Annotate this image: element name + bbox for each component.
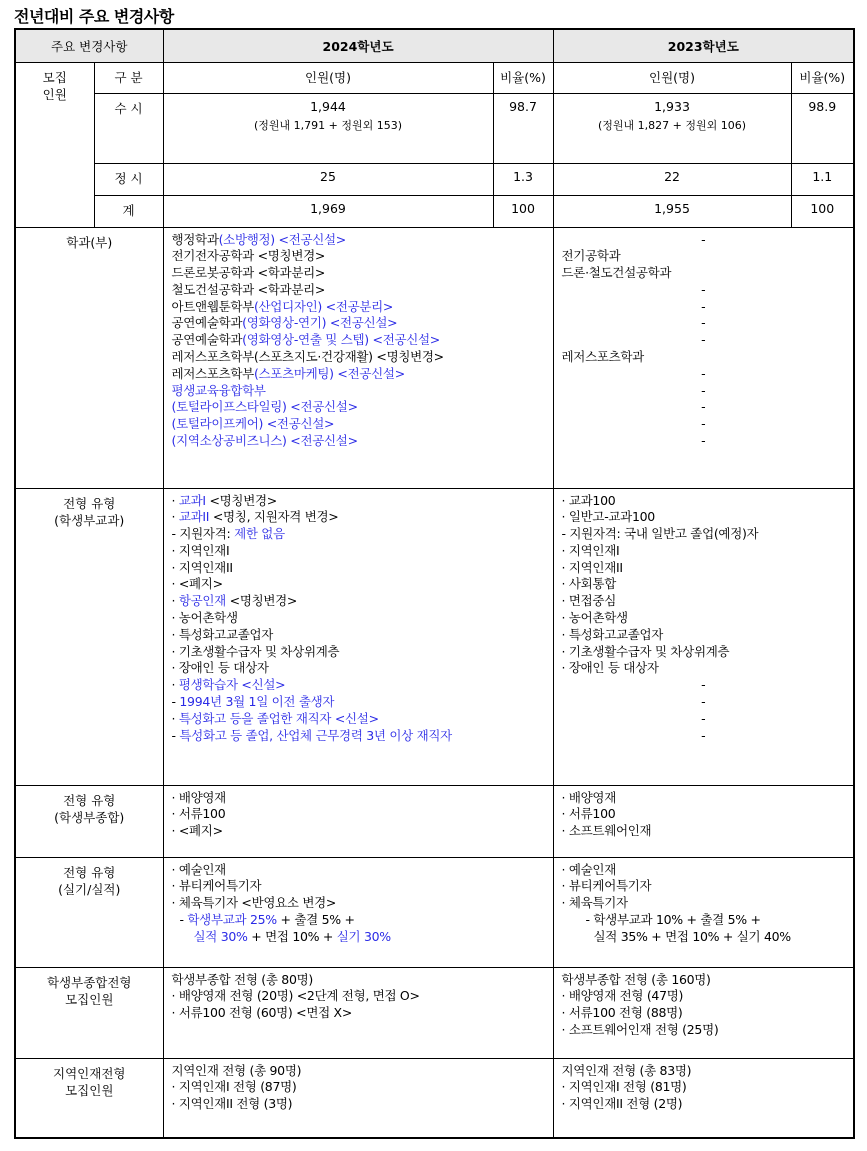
text: - bbox=[701, 332, 706, 348]
count-2023 bbox=[553, 93, 791, 163]
highlighted-text: 특성화고 등 졸업, 산업체 근무경력 3년 이상 재직자 bbox=[179, 727, 452, 743]
text: · <폐지> bbox=[171, 823, 223, 839]
line-list bbox=[164, 968, 553, 1026]
list-item bbox=[172, 862, 545, 879]
text: 레저스포츠학부 bbox=[171, 365, 254, 381]
text: - bbox=[701, 727, 706, 743]
text: - bbox=[701, 382, 706, 398]
count-detail: (정원내 1,827 + 정원외 106) bbox=[598, 118, 747, 132]
text: · 뷰티케어특기자 bbox=[561, 878, 652, 894]
list-item bbox=[562, 1079, 846, 1096]
list-item bbox=[562, 728, 846, 745]
list-item bbox=[562, 895, 846, 912]
text: 레저스포츠학부(스포츠지도·건강재활) <명칭변경> bbox=[171, 349, 444, 365]
list-item bbox=[172, 232, 545, 249]
cell-2024 bbox=[163, 1058, 553, 1138]
text: · 교과100 bbox=[561, 492, 616, 508]
list-item bbox=[562, 416, 846, 433]
list-item bbox=[562, 660, 846, 677]
text: - bbox=[701, 399, 706, 415]
line-list bbox=[554, 968, 854, 1043]
line-list bbox=[554, 1059, 854, 1117]
text: · 장애인 등 대상자 bbox=[561, 660, 659, 676]
list-item bbox=[172, 912, 545, 929]
header-2024: 2024학년도 bbox=[163, 29, 553, 62]
cell-2023 bbox=[553, 227, 854, 488]
text: 행정학과 bbox=[171, 231, 219, 247]
text: - bbox=[701, 281, 706, 297]
text: · 일반고-교과100 bbox=[561, 509, 655, 525]
section-row-jonghap-quota bbox=[15, 967, 854, 1058]
ratio-2023: 98.9 bbox=[791, 93, 854, 163]
list-item bbox=[562, 576, 846, 593]
header-2023: 2023학년도 bbox=[553, 29, 854, 62]
text: · bbox=[171, 593, 179, 609]
text: + 면접 10% + bbox=[247, 928, 337, 944]
text: · 농어촌학생 bbox=[561, 610, 628, 626]
text: 지역인재 전형 (총 83명) bbox=[561, 1062, 692, 1078]
highlighted-text: 1994년 3월 1일 이전 출생자 bbox=[179, 694, 335, 710]
highlighted-text: 실기 30% bbox=[336, 928, 391, 944]
cell-2023 bbox=[553, 857, 854, 967]
highlighted-text: 항공인재 bbox=[178, 593, 226, 609]
text: · 지역인재I 전형 (81명) bbox=[561, 1079, 687, 1095]
col-type: 구 분 bbox=[94, 62, 163, 93]
list-item bbox=[172, 349, 545, 366]
highlighted-text: 제한 없음 bbox=[234, 526, 285, 542]
list-item bbox=[172, 593, 545, 610]
text: · 배양영재 bbox=[171, 789, 226, 805]
text: · 지역인재II bbox=[561, 559, 623, 575]
list-item bbox=[562, 366, 846, 383]
text: · 장애인 등 대상자 bbox=[171, 660, 269, 676]
text: · 사회통합 bbox=[561, 576, 616, 592]
text: - 지원자격: 국내 일반고 졸업(예정)자 bbox=[561, 526, 759, 542]
list-item bbox=[562, 282, 846, 299]
list-item bbox=[172, 644, 545, 661]
recruit-row-susi bbox=[15, 93, 854, 163]
highlighted-text: 학생부교과 25% bbox=[187, 911, 277, 927]
line-list bbox=[164, 1059, 553, 1117]
text: 공연예술학과 bbox=[171, 332, 243, 348]
list-item bbox=[562, 988, 846, 1005]
list-item bbox=[172, 299, 545, 316]
text: 전기공학과 bbox=[561, 248, 621, 264]
count-2023: 22 bbox=[553, 163, 791, 195]
line-list bbox=[164, 228, 553, 454]
list-item bbox=[172, 526, 545, 543]
list-item bbox=[562, 610, 846, 627]
text: 학생부종합 전형 (총 80명) bbox=[171, 971, 313, 987]
list-item bbox=[172, 509, 545, 526]
list-item bbox=[172, 399, 545, 416]
list-item bbox=[562, 790, 846, 807]
line-list bbox=[164, 786, 553, 844]
list-item bbox=[172, 248, 545, 265]
text: <명칭, 지원자격 변경> bbox=[209, 509, 339, 525]
line-list bbox=[554, 228, 854, 454]
text: - bbox=[701, 365, 706, 381]
section-row-type-jonghap bbox=[15, 785, 854, 857]
list-item bbox=[562, 399, 846, 416]
text: 공연예술학과 bbox=[171, 315, 243, 331]
section-label: 전형 유형 (실기/실적) bbox=[15, 857, 163, 967]
text: - bbox=[701, 677, 706, 693]
text: 레저스포츠학과 bbox=[561, 349, 644, 365]
list-item bbox=[562, 543, 846, 560]
ratio-2023: 100 bbox=[791, 195, 854, 227]
ratio-2024: 1.3 bbox=[493, 163, 553, 195]
list-item bbox=[172, 315, 545, 332]
list-item bbox=[172, 972, 545, 989]
list-item bbox=[172, 806, 545, 823]
list-item bbox=[562, 677, 846, 694]
text: · 체육특기자 bbox=[561, 895, 628, 911]
text: · 서류100 bbox=[171, 806, 226, 822]
ratio-2024: 98.7 bbox=[493, 93, 553, 163]
section-label: 학과(부) bbox=[15, 227, 163, 488]
text: · 배양영재 bbox=[561, 789, 616, 805]
header-item: 주요 변경사항 bbox=[15, 29, 163, 62]
text: 지역인재 전형 (총 90명) bbox=[171, 1062, 302, 1078]
col-ratio-2023: 비율(%) bbox=[791, 62, 854, 93]
cell-2023 bbox=[553, 785, 854, 857]
list-item bbox=[562, 627, 846, 644]
highlighted-text: (지역소상공비즈니스) <전공신설> bbox=[171, 433, 358, 449]
list-item bbox=[562, 878, 846, 895]
list-item bbox=[172, 694, 545, 711]
text: · 배양영재 전형 (47명) bbox=[561, 988, 684, 1004]
list-item bbox=[562, 1096, 846, 1113]
cell-2024 bbox=[163, 488, 553, 785]
text: 실적 35% + 면접 10% + 실기 40% bbox=[593, 928, 791, 944]
list-item bbox=[172, 627, 545, 644]
list-item bbox=[172, 677, 545, 694]
list-item bbox=[172, 282, 545, 299]
text: · 기초생활수급자 및 차상위계층 bbox=[561, 643, 730, 659]
list-item bbox=[562, 232, 846, 249]
count-detail: (정원내 1,791 + 정원외 153) bbox=[253, 118, 403, 132]
text: 드론·철도건설공학과 bbox=[561, 265, 672, 281]
list-item bbox=[172, 1005, 545, 1022]
list-item bbox=[562, 248, 846, 265]
text: · 소프트웨어인재 전형 (25명) bbox=[561, 1021, 719, 1037]
list-item bbox=[172, 560, 545, 577]
section-row-type-gyogwa bbox=[15, 488, 854, 785]
col-count-2023: 인원(명) bbox=[553, 62, 791, 93]
line-list bbox=[164, 489, 553, 749]
highlighted-text: (스포츠마케팅) <전공신설> bbox=[253, 365, 405, 381]
list-item bbox=[562, 823, 846, 840]
list-item bbox=[562, 509, 846, 526]
highlighted-text: 평생교육융합학부 bbox=[171, 382, 266, 398]
text: · 특성화고교졸업자 bbox=[561, 626, 664, 642]
list-item bbox=[172, 790, 545, 807]
text: - bbox=[701, 315, 706, 331]
list-item bbox=[562, 265, 846, 282]
text: · bbox=[171, 677, 179, 693]
text: · 예술인재 bbox=[561, 861, 616, 877]
list-item bbox=[172, 728, 545, 745]
recruit-label: 모집 인원 bbox=[15, 62, 94, 227]
text: - 지원자격: bbox=[171, 526, 235, 542]
list-item bbox=[172, 383, 545, 400]
text: · 서류100 bbox=[561, 806, 616, 822]
list-item bbox=[562, 299, 846, 316]
highlighted-text: (토털라이프케어) <전공신설> bbox=[171, 416, 335, 432]
list-item bbox=[172, 1063, 545, 1080]
text: · 지역인재I 전형 (87명) bbox=[171, 1079, 297, 1095]
text: · 지역인재II 전형 (3명) bbox=[171, 1096, 293, 1112]
list-item bbox=[562, 560, 846, 577]
count-2023: 1,955 bbox=[553, 195, 791, 227]
list-item bbox=[172, 895, 545, 912]
text: · 지역인재I bbox=[171, 542, 230, 558]
text: - bbox=[701, 416, 706, 432]
list-item bbox=[172, 332, 545, 349]
list-item bbox=[562, 1063, 846, 1080]
text: - bbox=[701, 433, 706, 449]
section-label: 학생부종합전형 모집인원 bbox=[15, 967, 163, 1058]
text: · 농어촌학생 bbox=[171, 610, 238, 626]
text: · 특성화고교졸업자 bbox=[171, 626, 274, 642]
text: · 소프트웨어인재 bbox=[561, 823, 652, 839]
row-type: 정 시 bbox=[94, 163, 163, 195]
list-item bbox=[562, 349, 846, 366]
text: <명칭변경> bbox=[205, 492, 277, 508]
list-item bbox=[172, 1079, 545, 1096]
text: · 배양영재 전형 (20명) <2단계 전형, 면접 O> bbox=[171, 988, 420, 1004]
text: · 체육특기자 <반영요소 변경> bbox=[171, 895, 337, 911]
list-item bbox=[562, 644, 846, 661]
text: · 지역인재II bbox=[171, 559, 233, 575]
text: + 출결 5% + bbox=[276, 911, 355, 927]
text: · 면접중심 bbox=[561, 593, 616, 609]
list-item bbox=[562, 912, 846, 929]
highlighted-text: (영화영상-연출 및 스텝) <전공신설> bbox=[242, 332, 440, 348]
section-label: 전형 유형 (학생부종합) bbox=[15, 785, 163, 857]
list-item bbox=[562, 972, 846, 989]
section-row-type-silgi bbox=[15, 857, 854, 967]
highlighted-text: 교과I bbox=[178, 492, 206, 508]
cell-2023 bbox=[553, 488, 854, 785]
list-item bbox=[172, 1096, 545, 1113]
header-row bbox=[15, 29, 854, 62]
text: 학생부종합 전형 (총 160명) bbox=[561, 971, 711, 987]
list-item bbox=[562, 694, 846, 711]
text: · <폐지> bbox=[171, 576, 223, 592]
text: - bbox=[179, 911, 188, 927]
list-item bbox=[172, 988, 545, 1005]
section-label: 전형 유형 (학생부교과) bbox=[15, 488, 163, 785]
document-title: 전년대비 주요 변경사항 bbox=[14, 7, 174, 26]
list-item bbox=[562, 315, 846, 332]
text: · 지역인재II 전형 (2명) bbox=[561, 1096, 683, 1112]
text: 철도건설공학과 <학과분리> bbox=[171, 281, 326, 297]
list-item bbox=[562, 862, 846, 879]
text: 아트앤웹툰학부 bbox=[171, 298, 254, 314]
list-item bbox=[172, 878, 545, 895]
count-2024: 25 bbox=[163, 163, 493, 195]
text: - bbox=[171, 727, 180, 743]
text: · bbox=[171, 492, 179, 508]
count-2024 bbox=[163, 93, 493, 163]
ratio-2024: 100 bbox=[493, 195, 553, 227]
recruit-row-jeongsi bbox=[15, 163, 854, 195]
list-item bbox=[562, 806, 846, 823]
section-row-regional-quota bbox=[15, 1058, 854, 1138]
text: <명칭변경> bbox=[225, 593, 298, 609]
list-item bbox=[562, 526, 846, 543]
changes-table bbox=[14, 28, 855, 1139]
cell-2024 bbox=[163, 227, 553, 488]
text: · bbox=[171, 509, 179, 525]
text: - bbox=[701, 710, 706, 726]
text: · 예술인재 bbox=[171, 861, 226, 877]
count-2024: 1,969 bbox=[163, 195, 493, 227]
line-list bbox=[554, 489, 854, 749]
text: · 기초생활수급자 및 차상위계층 bbox=[171, 643, 340, 659]
count-value: 1,944 bbox=[310, 98, 346, 114]
count-value: 1,933 bbox=[654, 98, 690, 114]
line-list bbox=[554, 858, 854, 950]
text: · 지역인재I bbox=[561, 542, 620, 558]
text: · 뷰티케어특기자 bbox=[171, 878, 262, 894]
text: - 학생부교과 10% + 출결 5% + bbox=[585, 911, 761, 927]
cell-2024 bbox=[163, 967, 553, 1058]
list-item bbox=[172, 660, 545, 677]
highlighted-text: 실적 30% bbox=[193, 928, 248, 944]
text: - bbox=[701, 298, 706, 314]
text: 드론로봇공학과 <학과분리> bbox=[171, 265, 326, 281]
text: - bbox=[171, 694, 180, 710]
highlighted-text: (영화영상-연기) <전공신설> bbox=[242, 315, 398, 331]
row-type: 계 bbox=[94, 195, 163, 227]
text: 전기전자공학과 <명칭변경> bbox=[171, 248, 326, 264]
list-item bbox=[172, 493, 545, 510]
list-item bbox=[562, 711, 846, 728]
cell-2023 bbox=[553, 1058, 854, 1138]
list-item bbox=[172, 543, 545, 560]
section-row-departments bbox=[15, 227, 854, 488]
ratio-2023: 1.1 bbox=[791, 163, 854, 195]
cell-2023 bbox=[553, 967, 854, 1058]
list-item bbox=[562, 1005, 846, 1022]
list-item bbox=[172, 433, 545, 450]
list-item bbox=[562, 332, 846, 349]
list-item bbox=[562, 593, 846, 610]
highlighted-text: 특성화고 등을 졸업한 재직자 <신설> bbox=[178, 710, 379, 726]
col-ratio-2024: 비율(%) bbox=[493, 62, 553, 93]
text: - bbox=[701, 231, 706, 247]
list-item bbox=[172, 929, 545, 946]
highlighted-text: (토털라이프스타일링) <전공신설> bbox=[171, 399, 358, 415]
col-count-2024: 인원(명) bbox=[163, 62, 493, 93]
highlighted-text: 교과II bbox=[178, 509, 210, 525]
text: · 서류100 전형 (60명) <면접 X> bbox=[171, 1005, 352, 1021]
highlighted-text: 평생학습자 <신설> bbox=[178, 677, 286, 693]
list-item bbox=[562, 433, 846, 450]
list-item bbox=[172, 265, 545, 282]
list-item bbox=[172, 366, 545, 383]
list-item bbox=[172, 576, 545, 593]
list-item bbox=[172, 610, 545, 627]
highlighted-text: (소방행정) <전공신설> bbox=[218, 231, 346, 247]
recruit-row-total bbox=[15, 195, 854, 227]
recruit-header-row bbox=[15, 62, 854, 93]
cell-2024 bbox=[163, 857, 553, 967]
row-type: 수 시 bbox=[94, 93, 163, 163]
list-item bbox=[562, 383, 846, 400]
list-item bbox=[172, 711, 545, 728]
list-item bbox=[172, 416, 545, 433]
text: · 서류100 전형 (88명) bbox=[561, 1005, 683, 1021]
section-label: 지역인재전형 모집인원 bbox=[15, 1058, 163, 1138]
text: · bbox=[171, 710, 179, 726]
cell-2024 bbox=[163, 785, 553, 857]
text: - bbox=[701, 694, 706, 710]
line-list bbox=[554, 786, 854, 844]
highlighted-text: (산업디자인) <전공분리> bbox=[253, 298, 394, 314]
list-item bbox=[562, 493, 846, 510]
line-list bbox=[164, 858, 553, 950]
list-item bbox=[172, 823, 545, 840]
list-item bbox=[562, 929, 846, 946]
list-item bbox=[562, 1022, 846, 1039]
